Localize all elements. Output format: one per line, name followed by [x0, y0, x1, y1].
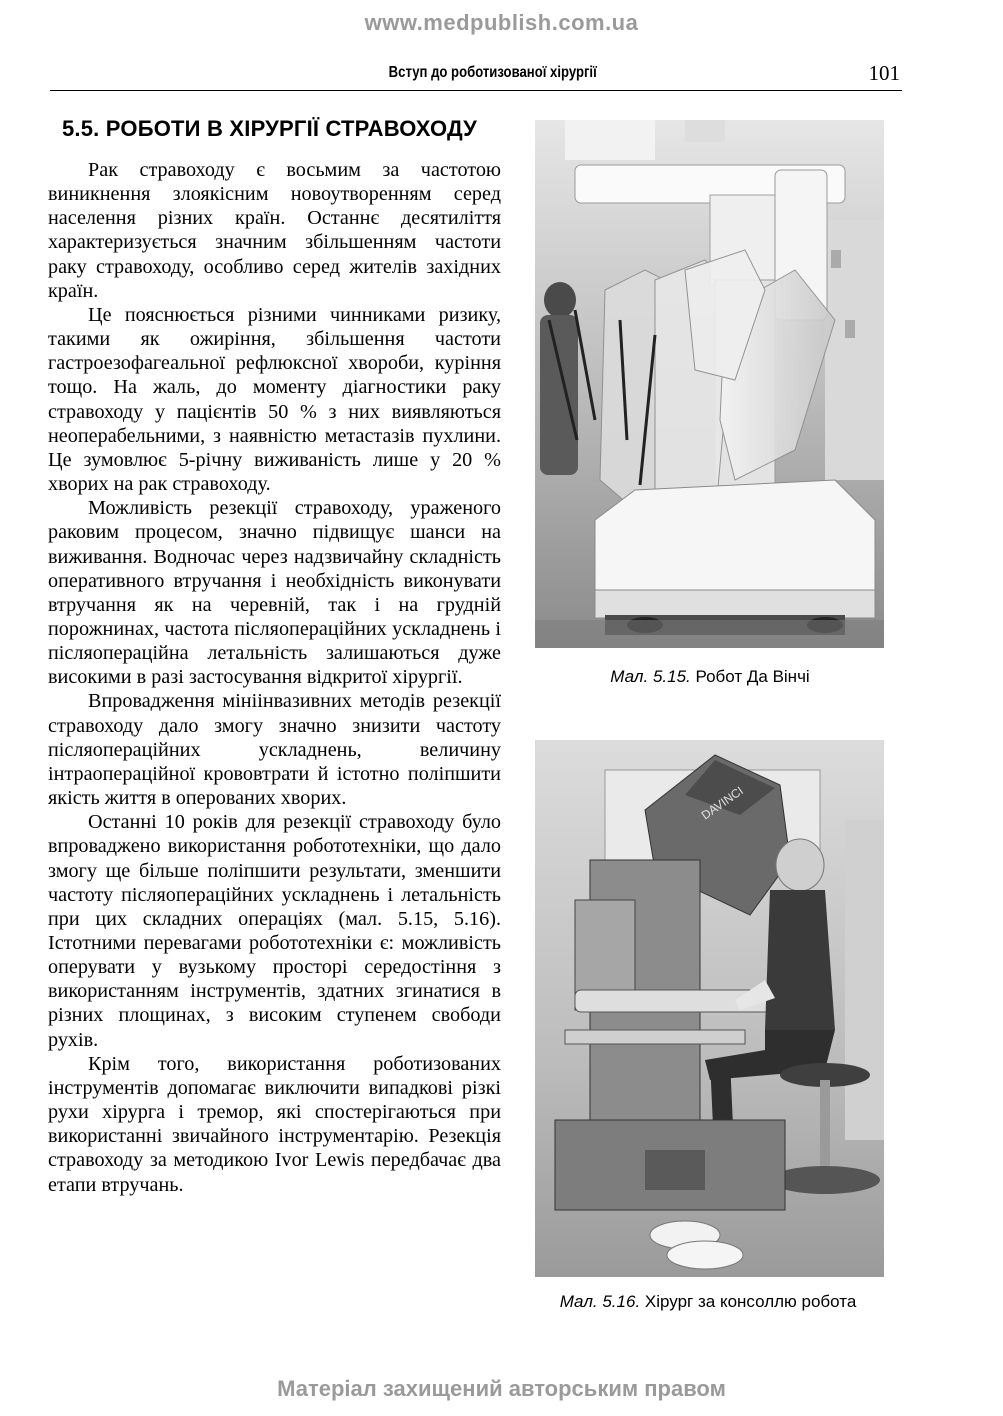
figure-label: Мал. 5.16. — [559, 1292, 641, 1311]
figure-caption-5-16 — [528, 1292, 888, 1312]
paragraph: Впровадження мініінвазивних методів резекції стравоходу дало змогу значно знизити частоту післяопераційних ускладнень, величину інтраопераційної крововтрати й істотно поліпшити якість життя в оперованих хворих. — [48, 690, 501, 810]
figure-caption-5-15 — [530, 667, 890, 687]
paragraph: Останні 10 років для резекції стравоходу було впроваджено використання робототехніки, що дало змогу ще більше поліпшити результати, зменшити частоту післяопераційних ускладнень і летальність при цих складних операціях (мал. 5.15, 5.16). Істотними перевагами робототехніки є: можливість оперувати у вузькому просторі середостіння з використанням інструментів, здатних згинатися в різних площинах, з високим ступенем свободи рухів. — [48, 811, 501, 1051]
console-brand-label: DAVINCI — [698, 783, 746, 823]
paragraph: Крім того, використання роботизованих інструментів допомагає виключити випадкові різкі рухи хірурга і тремор, які спостерігаються при використанні звичайного інструментарію. Резекція стравоходу за методикою Ivor Lewis передбачає два етапи втручань. — [48, 1052, 501, 1196]
paragraph: Рак стравоходу є восьмим за частотою виникнення злоякісним новоутворенням серед населення різних країн. Останнє десятиліття характеризується значним збільшенням частоти раку стравоходу, особливо серед жителів західних країн. — [48, 159, 501, 302]
copyright-watermark: Матеріал захищений авторським правом — [277, 1376, 726, 1401]
figure-caption-text: Робот Да Вінчі — [695, 667, 810, 686]
section-title: 5.5. РОБОТИ В ХІРУРГІЇ СТРАВОХОДУ — [62, 116, 478, 141]
top-watermark: www.medpublish.com.ua — [364, 10, 639, 35]
figure-da-vinci-robot-photo — [535, 120, 884, 648]
paragraph: Це пояснюється різними чинниками ризику, такими як ожиріння, збільшення частоти гастроезофагеальної рефлюксної хвороби, куріння тощо. На жаль, до моменту діагностики раку стравоходу у пацієнтів 50 % з них виявляються неоперабельними, з наявністю метастазів пухлини. Це зумовлює 5-річну виживаність лише у 20 % хворих на рак стравоходу. — [48, 303, 501, 496]
figure-label: Мал. 5.15. — [610, 667, 691, 686]
page-number: 101 — [868, 61, 900, 85]
body-text — [48, 158, 501, 1197]
running-header — [50, 58, 902, 91]
console-photo-illustration — [535, 740, 884, 1277]
robot-photo-illustration — [535, 120, 884, 648]
figure-surgeon-console-photo — [535, 740, 884, 1277]
paragraph: Можливість резекції стравоходу, ураженого раковим процесом, значно підвищує шанси на виживання. Водночас через надзвичайну складність оперативного втручання і необхідність виконувати втручання як на черевній, так і на грудній порожнинах, частота післяопераційних ускладнень і післяопераційна летальність залишаються дуже високими в разі застосування відкритої хірургії. — [48, 497, 501, 689]
running-header-title: Вступ до роботизованої хірургії — [388, 64, 597, 81]
figure-caption-text: Хірург за консоллю робота — [644, 1292, 857, 1311]
